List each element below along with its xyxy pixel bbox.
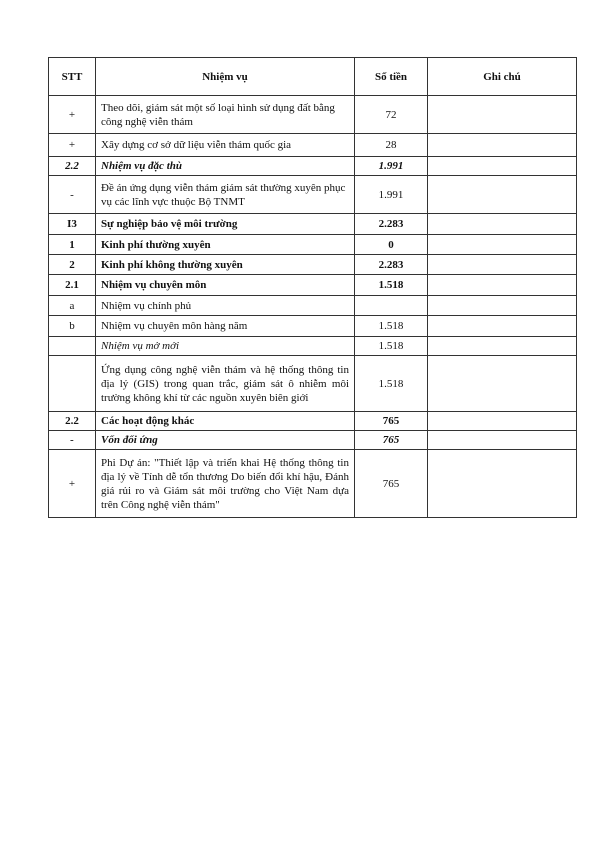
- row-note: [428, 235, 577, 255]
- row-task: Theo dõi, giám sát một số loại hình sử dụng đất bằng công nghệ viễn thám: [96, 96, 355, 134]
- table-row: [49, 214, 577, 235]
- row-task: Vốn đối ứng: [96, 431, 355, 450]
- table-row: [49, 255, 577, 275]
- row-note: [428, 431, 577, 450]
- table-row: [49, 412, 577, 431]
- row-amount: 1.518: [355, 275, 428, 296]
- row-note: [428, 412, 577, 431]
- row-amount: 765: [355, 450, 428, 518]
- row-stt: [49, 337, 96, 356]
- row-task: Phi Dự án: "Thiết lập và triển khai Hệ thống thông tin địa lý về Tính dễ tổn thương Do biến đổi khí hậu, Đánh giá rủi ro và Giám sát môi trường cho Việt Nam dựa trên Công nghệ viễn thám": [96, 450, 355, 518]
- row-stt: +: [49, 134, 96, 157]
- table-row: [49, 296, 577, 316]
- row-note: [428, 96, 577, 134]
- row-note: [428, 214, 577, 235]
- row-note: [428, 356, 577, 412]
- table-row: [49, 337, 577, 356]
- row-task: Xây dựng cơ sở dữ liệu viễn thám quốc gia: [96, 134, 355, 157]
- budget-table: [48, 57, 577, 518]
- row-stt: b: [49, 316, 96, 337]
- row-stt: +: [49, 450, 96, 518]
- row-amount: 72: [355, 96, 428, 134]
- header-note: Ghi chú: [428, 58, 577, 96]
- table-row: [49, 157, 577, 176]
- row-stt: -: [49, 431, 96, 450]
- row-task: Sự nghiệp bảo vệ môi trường: [96, 214, 355, 235]
- table-header-row: [49, 58, 577, 96]
- row-task: Các hoạt động khác: [96, 412, 355, 431]
- row-note: [428, 275, 577, 296]
- row-stt: +: [49, 96, 96, 134]
- row-task: Nhiệm vụ đặc thù: [96, 157, 355, 176]
- table-row: [49, 96, 577, 134]
- row-amount: 1.518: [355, 337, 428, 356]
- row-note: [428, 337, 577, 356]
- row-amount: 2.283: [355, 255, 428, 275]
- row-note: [428, 316, 577, 337]
- row-stt: 2.2: [49, 157, 96, 176]
- row-amount: [355, 296, 428, 316]
- header-amount: Số tiền: [355, 58, 428, 96]
- row-stt: a: [49, 296, 96, 316]
- row-task: Kinh phí thường xuyên: [96, 235, 355, 255]
- row-stt: [49, 356, 96, 412]
- table-row: [49, 134, 577, 157]
- table-row: [49, 450, 577, 518]
- row-task: Nhiệm vụ chuyên môn: [96, 275, 355, 296]
- row-stt: 1: [49, 235, 96, 255]
- row-amount: 28: [355, 134, 428, 157]
- row-note: [428, 255, 577, 275]
- row-task: Đề án ứng dụng viễn thám giám sát thường xuyên phục vụ các lĩnh vực thuộc Bộ TNMT: [96, 176, 355, 214]
- header-task: Nhiệm vụ: [96, 58, 355, 96]
- row-stt: 2: [49, 255, 96, 275]
- table-row: [49, 275, 577, 296]
- row-amount: 1.991: [355, 157, 428, 176]
- row-note: [428, 296, 577, 316]
- table-row: [49, 431, 577, 450]
- row-stt: 2.1: [49, 275, 96, 296]
- row-amount: 2.283: [355, 214, 428, 235]
- row-stt: -: [49, 176, 96, 214]
- row-amount: 1.518: [355, 356, 428, 412]
- row-amount: 1.518: [355, 316, 428, 337]
- row-task: Nhiệm vụ mở mới: [96, 337, 355, 356]
- row-note: [428, 157, 577, 176]
- row-stt: 2.2: [49, 412, 96, 431]
- row-task: Ứng dụng công nghệ viễn thám và hệ thống thông tin địa lý (GIS) trong quan trắc, giám sát ô nhiễm môi trường không khí từ các nguồn xuyên biên giới: [96, 356, 355, 412]
- row-amount: 765: [355, 431, 428, 450]
- row-note: [428, 134, 577, 157]
- row-note: [428, 450, 577, 518]
- table-row: [49, 176, 577, 214]
- row-task: Nhiệm vụ chuyên môn hàng năm: [96, 316, 355, 337]
- table-row: [49, 356, 577, 412]
- row-amount: 1.991: [355, 176, 428, 214]
- row-amount: 765: [355, 412, 428, 431]
- header-stt: STT: [49, 58, 96, 96]
- table-row: [49, 316, 577, 337]
- row-stt: I3: [49, 214, 96, 235]
- row-task: Kinh phí không thường xuyên: [96, 255, 355, 275]
- row-task: Nhiệm vụ chính phủ: [96, 296, 355, 316]
- table-row: [49, 235, 577, 255]
- row-note: [428, 176, 577, 214]
- row-amount: 0: [355, 235, 428, 255]
